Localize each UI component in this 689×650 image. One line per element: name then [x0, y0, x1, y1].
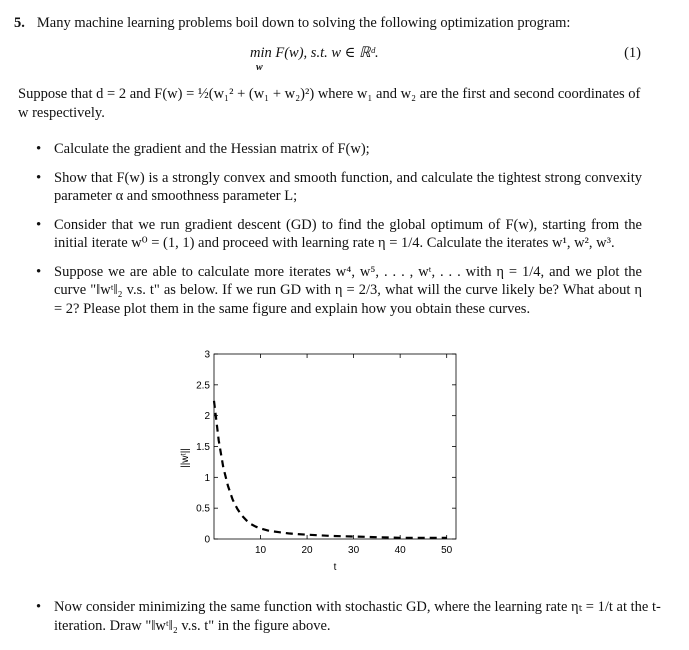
- problem-number: 5.: [14, 15, 25, 31]
- x-tick-label: 40: [394, 545, 406, 556]
- y-tick-label: 1: [204, 472, 210, 484]
- y-axis-ticks: [196, 350, 456, 546]
- equation-body: min F(w), s.t. w ∈ ℝᵈ.: [250, 45, 379, 61]
- y-tick-label: 1.5: [196, 442, 210, 453]
- y-tick-label: 3: [204, 349, 210, 361]
- question-list: [30, 140, 642, 328]
- question-item-plot-curves: • Suppose we are able to calculate more iterates w⁴, w⁵, . . . , wᵗ, . . . with η = 1/4, and we plot the curve "‖wᵗ‖₂ v.s. t" as below. If we run GD with η = 2/3, what will the curve likely be? What about η = 2? Please plot them in the same figure and explain how you obtain these curves.: [30, 263, 642, 319]
- plot-frame: [214, 354, 456, 539]
- equation-subscript: w: [256, 62, 263, 73]
- x-tick-label: 10: [254, 545, 267, 556]
- norm-vs-iteration-figure: [170, 340, 470, 580]
- y-axis-label: ||wᵗ||: [180, 448, 191, 468]
- question-item-convexity: • Show that F(w) is a strongly convex and smooth function, and calculate the tightest strong convexity parameter α and smoothness parameter L;: [30, 169, 642, 206]
- equation-number: (1): [624, 45, 641, 61]
- series-line-eta-quarter: [214, 401, 447, 538]
- y-tick-label: 2.5: [196, 380, 210, 392]
- question-item-gradient: • Calculate the gradient and the Hessian matrix of F(w);: [30, 140, 642, 159]
- x-axis-ticks: [255, 354, 453, 556]
- x-tick-label: 50: [441, 545, 453, 556]
- y-tick-label: 0.5: [196, 503, 210, 515]
- x-tick-label: 20: [301, 545, 313, 556]
- question-item-sgd: • Now consider minimizing the same function with stochastic GD, where the learning rate ηₜ = 1/t at the t-iteration. Draw "‖wᵗ‖₂ v.s. t" in the figure above.: [30, 598, 666, 635]
- y-tick-label: 0: [204, 534, 210, 546]
- problem-setup-paragraph: Suppose that d = 2 and F(w) = ½(w₁² + (w₁ + w₂)²) where w₁ and w₂ are the first and second coordinates of w respectively.: [18, 86, 641, 121]
- optimization-equation: [0, 45, 689, 73]
- x-axis-label: t: [333, 562, 337, 573]
- y-tick-label: 2: [204, 411, 210, 423]
- question-item-gd-iterates: • Consider that we run gradient descent (GD) to find the global optimum of F(w), starting from the initial iterate w⁰ = (1, 1) and proceed with learning rate η = 1/4. Calculate the iterates w¹, w², w³.: [30, 216, 642, 253]
- problem-statement: [14, 13, 674, 33]
- problem-intro: Many machine learning problems boil down to solving the following optimization program:: [36, 15, 571, 31]
- chart-svg: [170, 340, 470, 580]
- x-tick-label: 30: [348, 545, 360, 556]
